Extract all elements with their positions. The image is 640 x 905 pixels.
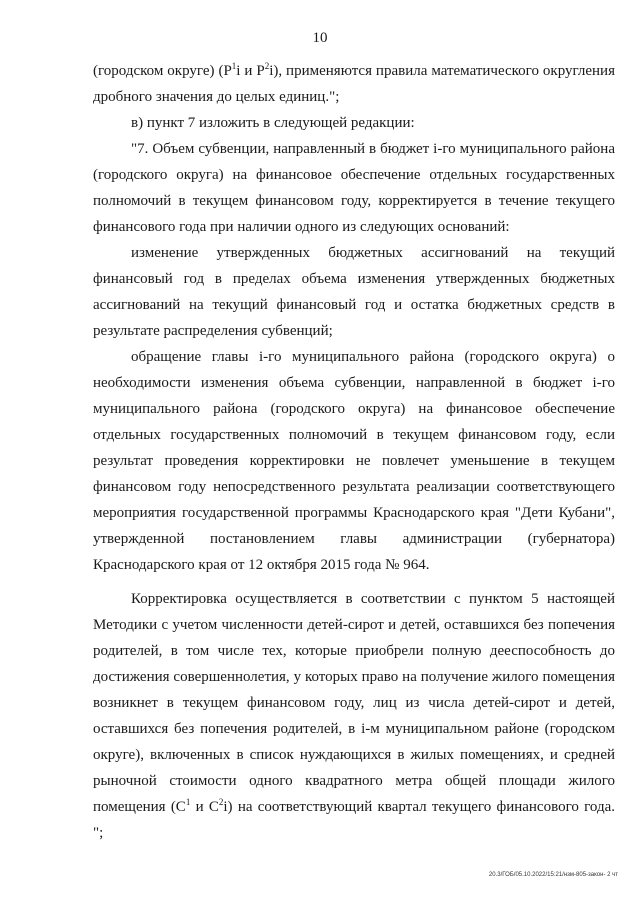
- text-run: i) на соответствующий квартал текущего финансового года. ";: [93, 799, 615, 841]
- paragraph-point-7-intro: [93, 110, 615, 136]
- superscript-index: 1: [185, 797, 191, 807]
- text-run: i и Р: [236, 63, 265, 79]
- paragraph-budget-change-basis: [93, 240, 615, 344]
- paragraph-rounding-rule: [93, 58, 615, 110]
- paragraph-adjustment-method: [93, 586, 615, 846]
- superscript-index: 2: [264, 61, 270, 71]
- text-run: обращение главы i-го муниципального района (городского округа) о необходимости изменения объема субвенции, направленной в бюджет i-го муниципального района (городского округа) на финансовое обеспечение отдельных государственных полномочий в текущем финансовом году, если результат проведения корректировки не повлечет уменьшение в текущем финансовом году непосредственного результата реализации соответствующего мероприятия государственной программы Краснодарского края "Дети Кубани", утвержденной постановлением главы администрации (губернатора) Краснодарского края от 12 октября 2015 года № 964.: [93, 349, 615, 573]
- text-run: в) пункт 7 изложить в следующей редакции:: [131, 115, 415, 131]
- text-run: и С: [190, 799, 219, 815]
- page-number: 10: [312, 30, 328, 46]
- text-run: изменение утвержденных бюджетных ассигнований на текущий финансовый год в пределах объема изменения утвержденных бюджетных ассигнований на текущий финансовый год и остатка бюджетных средств в результате распределения субвенций;: [93, 245, 615, 339]
- text-run: "7. Объем субвенции, направленный в бюджет i-го муниципального района (городского округа) на финансовое обеспечение отдельных государственных полномочий в текущем финансовом году, корректируется в течение текущего финансового года при наличии одного из следующих оснований:: [93, 141, 615, 235]
- text-run: i), применяются правила математического округления дробного значения до целых единиц.";: [93, 63, 615, 105]
- text-run: Корректировка осуществляется в соответствии с пунктом 5 настоящей Методики с учетом численности детей-сирот и детей, оставшихся без попечения родителей, в том числе тех, которые приобрели полную дееспособность до достижения совершеннолетия, у которых право на получение жилого помещения возникнет в текущем финансовом году, лиц из числа детей-сирот и детей, оставшихся без попечения родителей, в i-м муниципальном районе (городском округе), включенных в список нуждающихся в жилых помещениях, и средней рыночной стоимости одного квадратного метра общей площади жилого помещения (С: [93, 591, 615, 815]
- superscript-index: 2: [218, 797, 224, 807]
- document-body: [93, 58, 615, 846]
- text-run: (городском округе) (Р: [93, 63, 232, 79]
- paragraph-subvention-volume: [93, 136, 615, 240]
- paragraph-head-appeal-basis: [93, 344, 615, 578]
- superscript-index: 1: [231, 61, 237, 71]
- document-footer-code: 20.3/ГОБ/05.10.2022/15:21/нзм-805-закон- 2 чт: [488, 872, 618, 878]
